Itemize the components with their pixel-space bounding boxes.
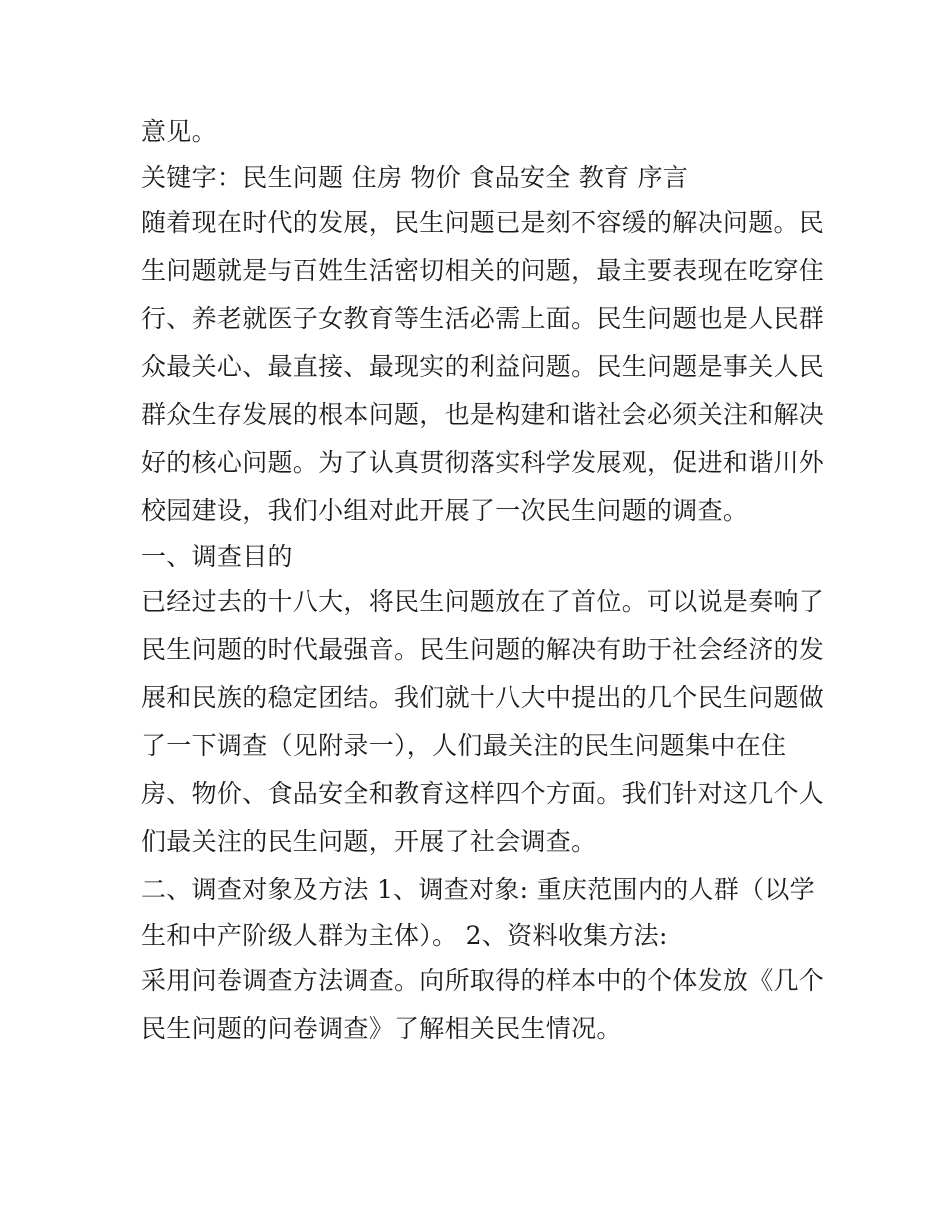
text-line: 展和民族的稳定团结。我们就十八大中提出的几个民生问题做	[141, 683, 825, 712]
text-line: 采用问卷调查方法调查。向所取得的样本中的个体发放《几个	[141, 966, 825, 995]
text-line: 生和中产阶级人群为主体）。 2、资料收集方法:	[141, 921, 668, 950]
document-body	[141, 108, 825, 1053]
keywords-line: 关键字：民生问题 住房 物价 食品安全 教育 序言	[141, 163, 689, 192]
section-heading-subjects: 二、调查对象及方法 1、调查对象: 重庆范围内的人群（以学	[141, 875, 815, 904]
text-line: 房、物价、食品安全和教育这样四个方面。我们针对这几个人	[141, 779, 825, 808]
section-heading-purpose: 一、调查目的	[141, 542, 293, 571]
text-line: 众最关心、最直接、最现实的利益问题。民生问题是事关人民	[141, 352, 825, 381]
text-line: 民生问题的时代最强音。民生问题的解决有助于社会经济的发	[141, 635, 825, 664]
text-line: 了一下调查（见附录一），人们最关注的民生问题集中在住	[141, 731, 787, 760]
text-line: 们最关注的民生问题，开展了社会调查。	[141, 827, 597, 856]
text-line: 民生问题的问卷调查》了解相关民生情况。	[141, 1014, 622, 1043]
text-line: 已经过去的十八大，将民生问题放在了首位。可以说是奏响了	[141, 587, 825, 616]
text-line: 意见。	[141, 117, 217, 146]
text-line: 群众生存发展的根本问题，也是构建和谐社会必须关注和解决	[141, 400, 825, 429]
text-line: 随着现在时代的发展，民生问题已是刻不容缓的解决问题。民	[141, 208, 825, 237]
text-line: 生问题就是与百姓生活密切相关的问题，最主要表现在吃穿住	[141, 256, 825, 285]
text-line: 好的核心问题。为了认真贯彻落实科学发展观，促进和谐川外	[141, 448, 825, 477]
text-line: 行、养老就医子女教育等生活必需上面。民生问题也是人民群	[141, 304, 825, 333]
text-line: 校园建设，我们小组对此开展了一次民生问题的调查。	[141, 496, 749, 525]
